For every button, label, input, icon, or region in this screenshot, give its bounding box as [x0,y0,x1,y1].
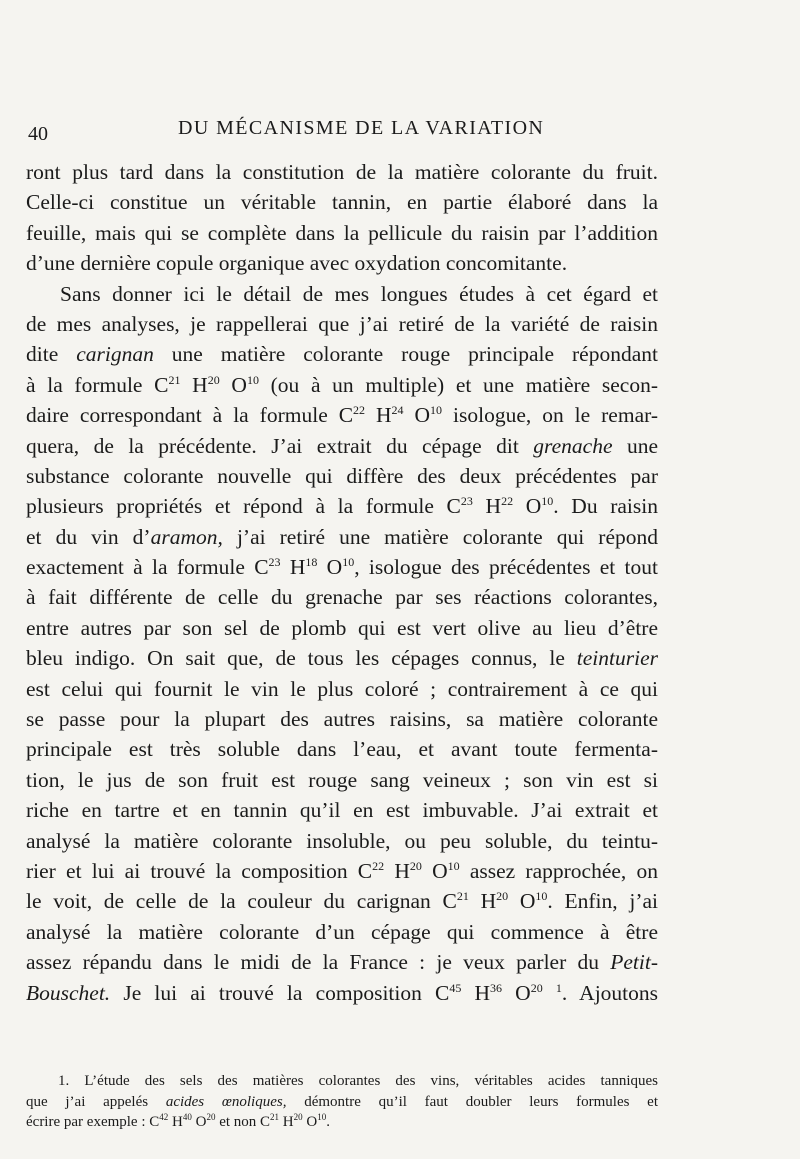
superscript: 21 [168,372,181,387]
superscript: 22 [501,494,514,509]
text-line [26,886,658,916]
text-line [26,491,658,521]
text-line [26,917,658,947]
text-line [26,704,658,734]
text-run: H [461,980,491,1005]
text-line [26,431,658,461]
text-run: Celle-ci constitue un véritable tannin, en partie élaboré dans la [26,190,658,215]
text-line [26,582,658,612]
text-line [26,309,658,339]
text-run: se passe pour la plupart des autres raisins, sa matière colorante [26,707,658,732]
text-line [26,218,658,248]
superscript: 10 [447,858,460,873]
text-line [26,552,658,582]
text-run: . Enfin, j’ai [547,889,659,914]
text-run: et du vin d’ [26,524,151,549]
superscript: 20 [207,372,220,387]
text-run: assez répandu dans le midi de la France : je veux parler du [26,950,611,975]
text-run: et non C [215,1114,271,1130]
text-run: O [302,1114,318,1130]
text-run: ront plus tard dans la constitution de la matière colorante du fruit. [26,160,658,184]
text-run: assez rapprochée, on [459,858,659,883]
text-run: j’ai retiré une matière colorante qui répond [222,524,658,549]
text-run: une matière colorante rouge principale répondant [153,342,658,367]
text-run: tion, le jus de son fruit est rouge sang veineux ; son vin est si [26,767,658,792]
text-run: O [403,403,431,428]
text-run: daire correspondant à la formule C [26,403,354,428]
superscript: 45 [449,980,462,995]
footnote-line [26,1092,658,1113]
text-line [26,248,658,278]
italic-text: Petit- [610,950,658,975]
superscript: 20 [293,1112,303,1122]
superscript: 10 [246,372,259,387]
superscript: 10 [317,1112,327,1122]
text-run: H [365,403,392,428]
superscript: 36 [490,980,503,995]
text-run: Je lui ai trouvé la composition C [110,980,450,1005]
running-head: DU MÉCANISME DE LA VARIATION [178,117,545,139]
text-run: dite [26,342,77,367]
text-run: écrire par exemple : C [26,1114,160,1130]
text-run: O [513,494,542,519]
italic-text: Bouschet. [26,980,111,1005]
footnote-line [26,1112,658,1133]
italic-text: acides œnoliques, [165,1093,287,1110]
superscript: 20 [409,858,422,873]
text-run: analysé la matière colorante insoluble, ou peu soluble, du teintu- [26,828,658,853]
page-header [28,115,748,145]
superscript: 22 [353,403,366,418]
superscript: 20 [496,889,509,904]
text-run: que j’ai appelés [26,1093,166,1110]
text-run: . Du raisin [553,494,658,519]
text-run: à fait différente de celle du grenache par ses réactions colorantes, [26,585,658,610]
text-run: entre autres par son sel de plomb qui est vert olive au lieu d’être [26,615,658,640]
text-line [26,734,658,764]
text-run: le voit, de celle de la couleur du carignan C [26,889,457,914]
text-run: H [280,555,306,580]
superscript: 10 [541,494,554,509]
text-line [26,157,658,187]
italic-text: carignan [76,342,154,367]
text-line [26,856,658,886]
text-line [26,339,658,369]
page-number: 40 [28,123,48,145]
text-run: H [180,372,208,397]
text-run: principale est très soluble dans l’eau, et avant toute fermenta- [26,737,658,762]
superscript: 10 [535,889,548,904]
text-line [26,522,658,552]
text-run: quera, de la précédente. J’ai extrait du cépage dit [26,433,534,458]
text-line [26,400,658,430]
superscript: 18 [305,555,318,570]
text-run: feuille, mais qui se complète dans la pellicule du raisin par l’addition [26,220,658,245]
text-line [26,643,658,673]
superscript: 20 [530,980,543,995]
text-run: substance colorante nouvelle qui diffère des deux précédentes par [26,463,658,488]
text-run: exactement à la formule C [26,555,269,580]
text-run: O [317,555,343,580]
text-run: rier et lui ai trouvé la composition C [26,858,373,883]
text-run: , isologue des précédentes et tout [354,555,658,580]
text-run: 1. L’étude des sels des matières colorantes des vins, véritables acides tanniques [58,1073,658,1089]
text-run: est celui qui fournit le vin le plus coloré ; contrairement à ce qui [26,676,658,701]
text-run: d’une dernière copule organique avec oxydation concomitante. [26,251,568,276]
text-run: H [168,1114,183,1130]
text-run: O [421,858,448,883]
text-run: une [612,433,658,458]
text-line [26,947,658,977]
superscript: 22 [372,858,385,873]
text-line [26,279,658,309]
text-run: . [326,1114,330,1130]
text-line [26,826,658,856]
text-line [26,674,658,704]
text-run: . Ajoutons [561,980,659,1005]
text-run: H [472,494,502,519]
text-run: bleu indigo. On sait que, de tous les cépages connus, le [26,646,577,671]
text-run: analysé la matière colorante d’un cépage qui commence à être [26,919,658,944]
superscript: 20 [206,1112,216,1122]
footnote-line [26,1071,658,1092]
text-run: O [219,372,247,397]
superscript: 10 [342,555,355,570]
text-run: démontre qu’il faut doubler leurs formules et [286,1093,659,1110]
text-line [26,613,658,643]
superscript: 40 [182,1112,192,1122]
text-line [26,978,658,1008]
text-run: Sans donner ici le détail de mes longues études à cet égard et [60,281,658,306]
body-text [26,157,658,1008]
superscript: 23 [460,494,473,509]
text-line [26,765,658,795]
text-line [26,187,658,217]
text-line [26,461,658,491]
superscript: 23 [268,555,281,570]
text-run: à la formule C [26,372,169,397]
text-run: riche en tartre et en tannin qu’il en est imbuvable. J’ai extrait et [26,798,658,823]
italic-text: grenache [533,433,613,458]
text-line [26,795,658,825]
text-run: O [191,1114,207,1130]
superscript: 21 [456,889,469,904]
text-run: de mes analyses, je rappellerai que j’ai retiré de la variété de raisin [26,311,658,336]
text-run: isologue, on le remar- [442,403,659,428]
superscript: 24 [391,403,404,418]
text-line [26,370,658,400]
text-run: O [502,980,531,1005]
text-run: H [384,858,410,883]
superscript: 10 [430,403,443,418]
superscript: 42 [159,1112,169,1122]
footnote [26,1071,658,1133]
superscript: 1 [555,980,562,995]
italic-text: teinturier [576,646,658,671]
italic-text: aramon, [150,524,223,549]
text-run: H [468,889,497,914]
text-run: O [508,889,536,914]
text-run: plusieurs propriétés et répond à la formule C [26,494,461,519]
text-run: H [279,1114,294,1130]
text-run: (ou à un multiple) et une matière secon- [258,372,659,397]
text-run [543,981,556,1005]
superscript: 21 [270,1112,280,1122]
